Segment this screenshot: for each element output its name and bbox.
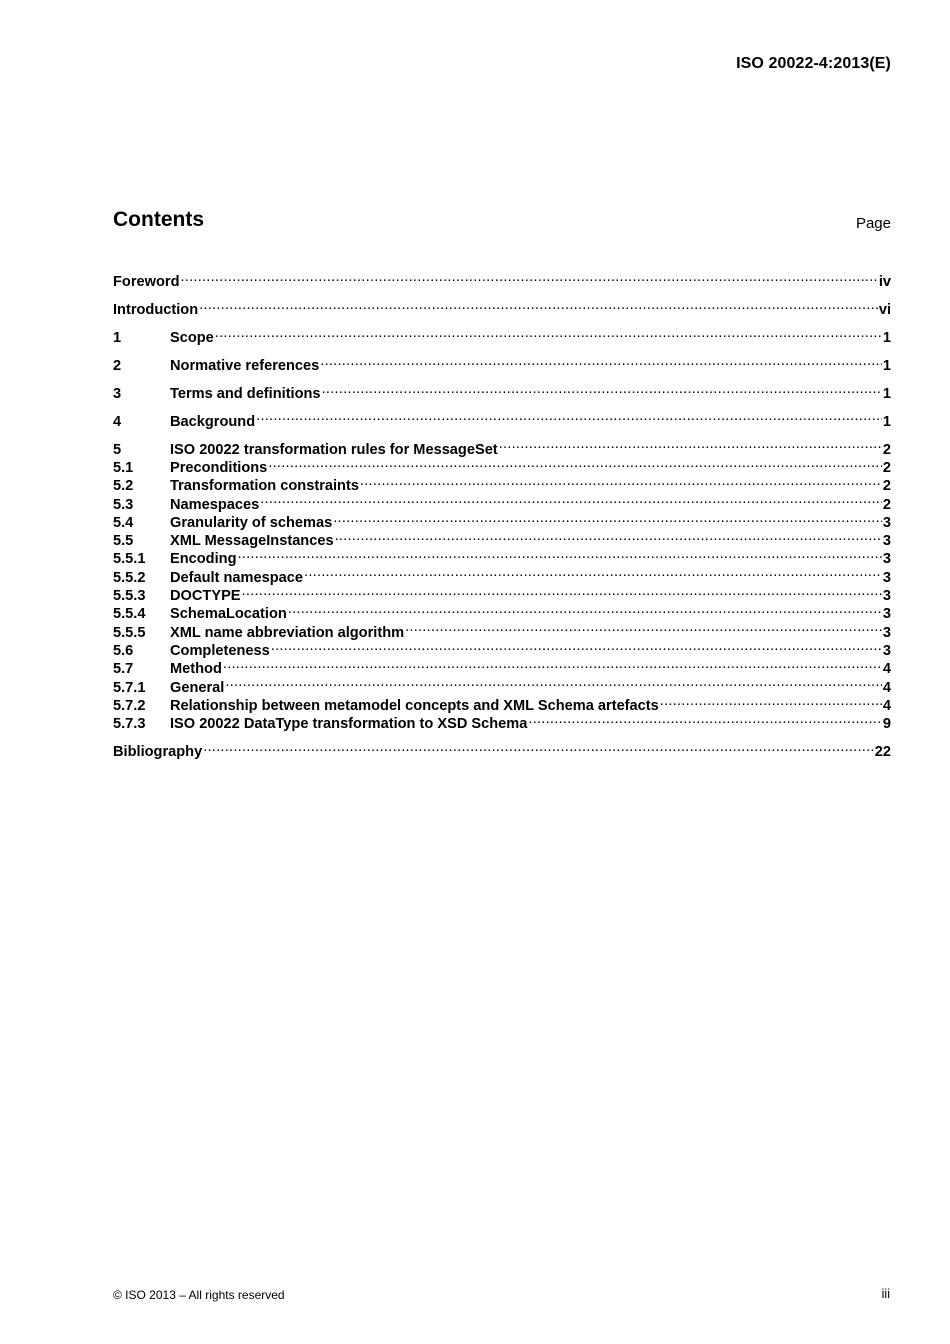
document-id-header: ISO 20022-4:2013(E) <box>736 55 891 72</box>
toc-dot-leader <box>260 490 882 508</box>
table-of-contents <box>113 268 891 760</box>
toc-dot-leader <box>360 472 882 490</box>
toc-entry-title: Foreword <box>113 274 180 291</box>
toc-entry-page: 3 <box>882 642 891 659</box>
toc-entry-title: Terms and definitions <box>170 385 321 402</box>
toc-entry-title: Scope <box>170 330 214 347</box>
toc-dot-leader <box>335 527 882 545</box>
toc-entry-title: XML MessageInstances <box>170 533 334 550</box>
toc-entry-title: Relationship between metamodel concepts and XML Schema artefacts <box>170 697 659 714</box>
toc-entry-title: General <box>170 679 225 696</box>
toc-entry-number: 5.7.1 <box>113 679 146 696</box>
toc-dot-leader <box>320 352 882 370</box>
toc-entry-5[interactable] <box>113 435 891 458</box>
page-number-footer: iii <box>881 1287 890 1301</box>
toc-entry-title: Bibliography <box>113 743 203 760</box>
toc-entry-2[interactable] <box>113 352 891 374</box>
toc-entry-5-7-2[interactable] <box>113 692 891 714</box>
toc-entry-bibliography[interactable] <box>113 738 891 760</box>
toc-entry-title: Completeness <box>170 642 270 659</box>
toc-dot-leader <box>242 582 882 600</box>
toc-entry-page: 4 <box>882 697 891 714</box>
toc-entry-number: 5.7.3 <box>113 716 146 733</box>
toc-dot-leader <box>271 637 882 655</box>
toc-entry-number: 5.4 <box>113 514 134 531</box>
toc-entry-number: 3 <box>113 385 122 402</box>
toc-entry-title: XML name abbreviation algorithm <box>170 624 405 641</box>
toc-dot-leader <box>268 454 882 472</box>
toc-entry-title: ISO 20022 DataType transformation to XSD Schema <box>170 716 528 733</box>
toc-entry-page: 2 <box>882 441 891 458</box>
toc-entry-number: 4 <box>113 413 122 430</box>
toc-dot-leader <box>225 673 882 691</box>
toc-entry-number: 5.5.3 <box>113 588 146 605</box>
contents-heading: Contents <box>113 208 204 231</box>
toc-entry-page: 1 <box>882 413 891 430</box>
toc-entry-3[interactable] <box>113 380 891 402</box>
toc-entry-page: 1 <box>882 330 891 347</box>
toc-entry-page: 3 <box>882 624 891 641</box>
toc-entry-page: 3 <box>882 588 891 605</box>
toc-entry-title: Granularity of schemas <box>170 514 333 531</box>
toc-entry-title: Preconditions <box>170 459 268 476</box>
toc-entry-title: DOCTYPE <box>170 588 241 605</box>
toc-entry-number: 5.7 <box>113 661 134 678</box>
toc-dot-leader <box>405 618 882 636</box>
toc-dot-leader <box>223 655 882 673</box>
toc-entry-number: 5.1 <box>113 459 134 476</box>
toc-entry-page: 2 <box>882 459 891 476</box>
toc-entry-number: 5.7.2 <box>113 697 146 714</box>
toc-dot-leader <box>322 380 882 398</box>
toc-entry-page: iv <box>878 274 891 291</box>
toc-entry-4[interactable] <box>113 407 891 430</box>
toc-entry-title: Namespaces <box>170 496 260 513</box>
toc-dot-leader <box>199 296 878 314</box>
page-column-label: Page <box>855 215 891 232</box>
toc-dot-leader <box>499 435 882 453</box>
toc-entry-number: 5.5.5 <box>113 624 146 641</box>
toc-entry-page: 3 <box>882 514 891 531</box>
toc-entry-foreword[interactable] <box>113 268 891 291</box>
toc-entry-number: 5 <box>113 441 122 458</box>
toc-entry-title: Encoding <box>170 551 237 568</box>
toc-dot-leader <box>304 563 882 581</box>
toc-dot-leader <box>180 268 877 286</box>
toc-dot-leader <box>528 710 881 728</box>
toc-entry-page: 3 <box>882 533 891 550</box>
toc-entry-number: 5.5.1 <box>113 551 146 568</box>
toc-entry-page: 3 <box>882 551 891 568</box>
toc-dot-leader <box>256 407 882 425</box>
toc-entry-number: 5.6 <box>113 642 134 659</box>
toc-entry-title: Method <box>170 661 222 678</box>
toc-entry-page: 22 <box>874 743 891 760</box>
toc-entry-title: Transformation constraints <box>170 478 359 495</box>
toc-entry-1[interactable] <box>113 324 891 347</box>
toc-entry-page: vi <box>878 302 891 319</box>
toc-entry-page: 1 <box>882 385 891 402</box>
toc-entry-page: 3 <box>882 569 891 586</box>
toc-dot-leader <box>237 545 881 563</box>
toc-entry-number: 5.5.4 <box>113 606 146 623</box>
toc-entry-number: 1 <box>113 330 122 347</box>
toc-entry-number: 2 <box>113 357 122 374</box>
toc-entry-page: 2 <box>882 478 891 495</box>
toc-entry-5-7-1[interactable] <box>113 673 891 696</box>
toc-entry-5-7[interactable] <box>113 655 891 678</box>
toc-entry-title: SchemaLocation <box>170 606 287 623</box>
toc-entry-page: 9 <box>882 716 891 733</box>
toc-entry-title: Default namespace <box>170 569 304 586</box>
toc-entry-page: 2 <box>882 496 891 513</box>
toc-dot-leader <box>215 324 882 342</box>
toc-entry-number: 5.2 <box>113 478 134 495</box>
toc-entry-page: 4 <box>882 661 891 678</box>
toc-entry-page: 1 <box>882 357 891 374</box>
toc-dot-leader <box>333 509 882 527</box>
toc-entry-title: Background <box>170 413 256 430</box>
toc-entry-title: Introduction <box>113 302 199 319</box>
toc-entry-title: Normative references <box>170 357 320 374</box>
toc-entry-introduction[interactable] <box>113 296 891 319</box>
toc-dot-leader <box>660 692 882 710</box>
toc-entry-number: 5.5 <box>113 533 134 550</box>
toc-entry-number: 5.3 <box>113 496 134 513</box>
toc-entry-number: 5.5.2 <box>113 569 146 586</box>
toc-dot-leader <box>203 738 874 756</box>
toc-entry-page: 3 <box>882 606 891 623</box>
copyright-footer: © ISO 2013 – All rights reserved <box>113 1288 285 1302</box>
toc-entry-page: 4 <box>882 679 891 696</box>
toc-dot-leader <box>288 600 882 618</box>
toc-entry-title: ISO 20022 transformation rules for MessageSet <box>170 441 498 458</box>
